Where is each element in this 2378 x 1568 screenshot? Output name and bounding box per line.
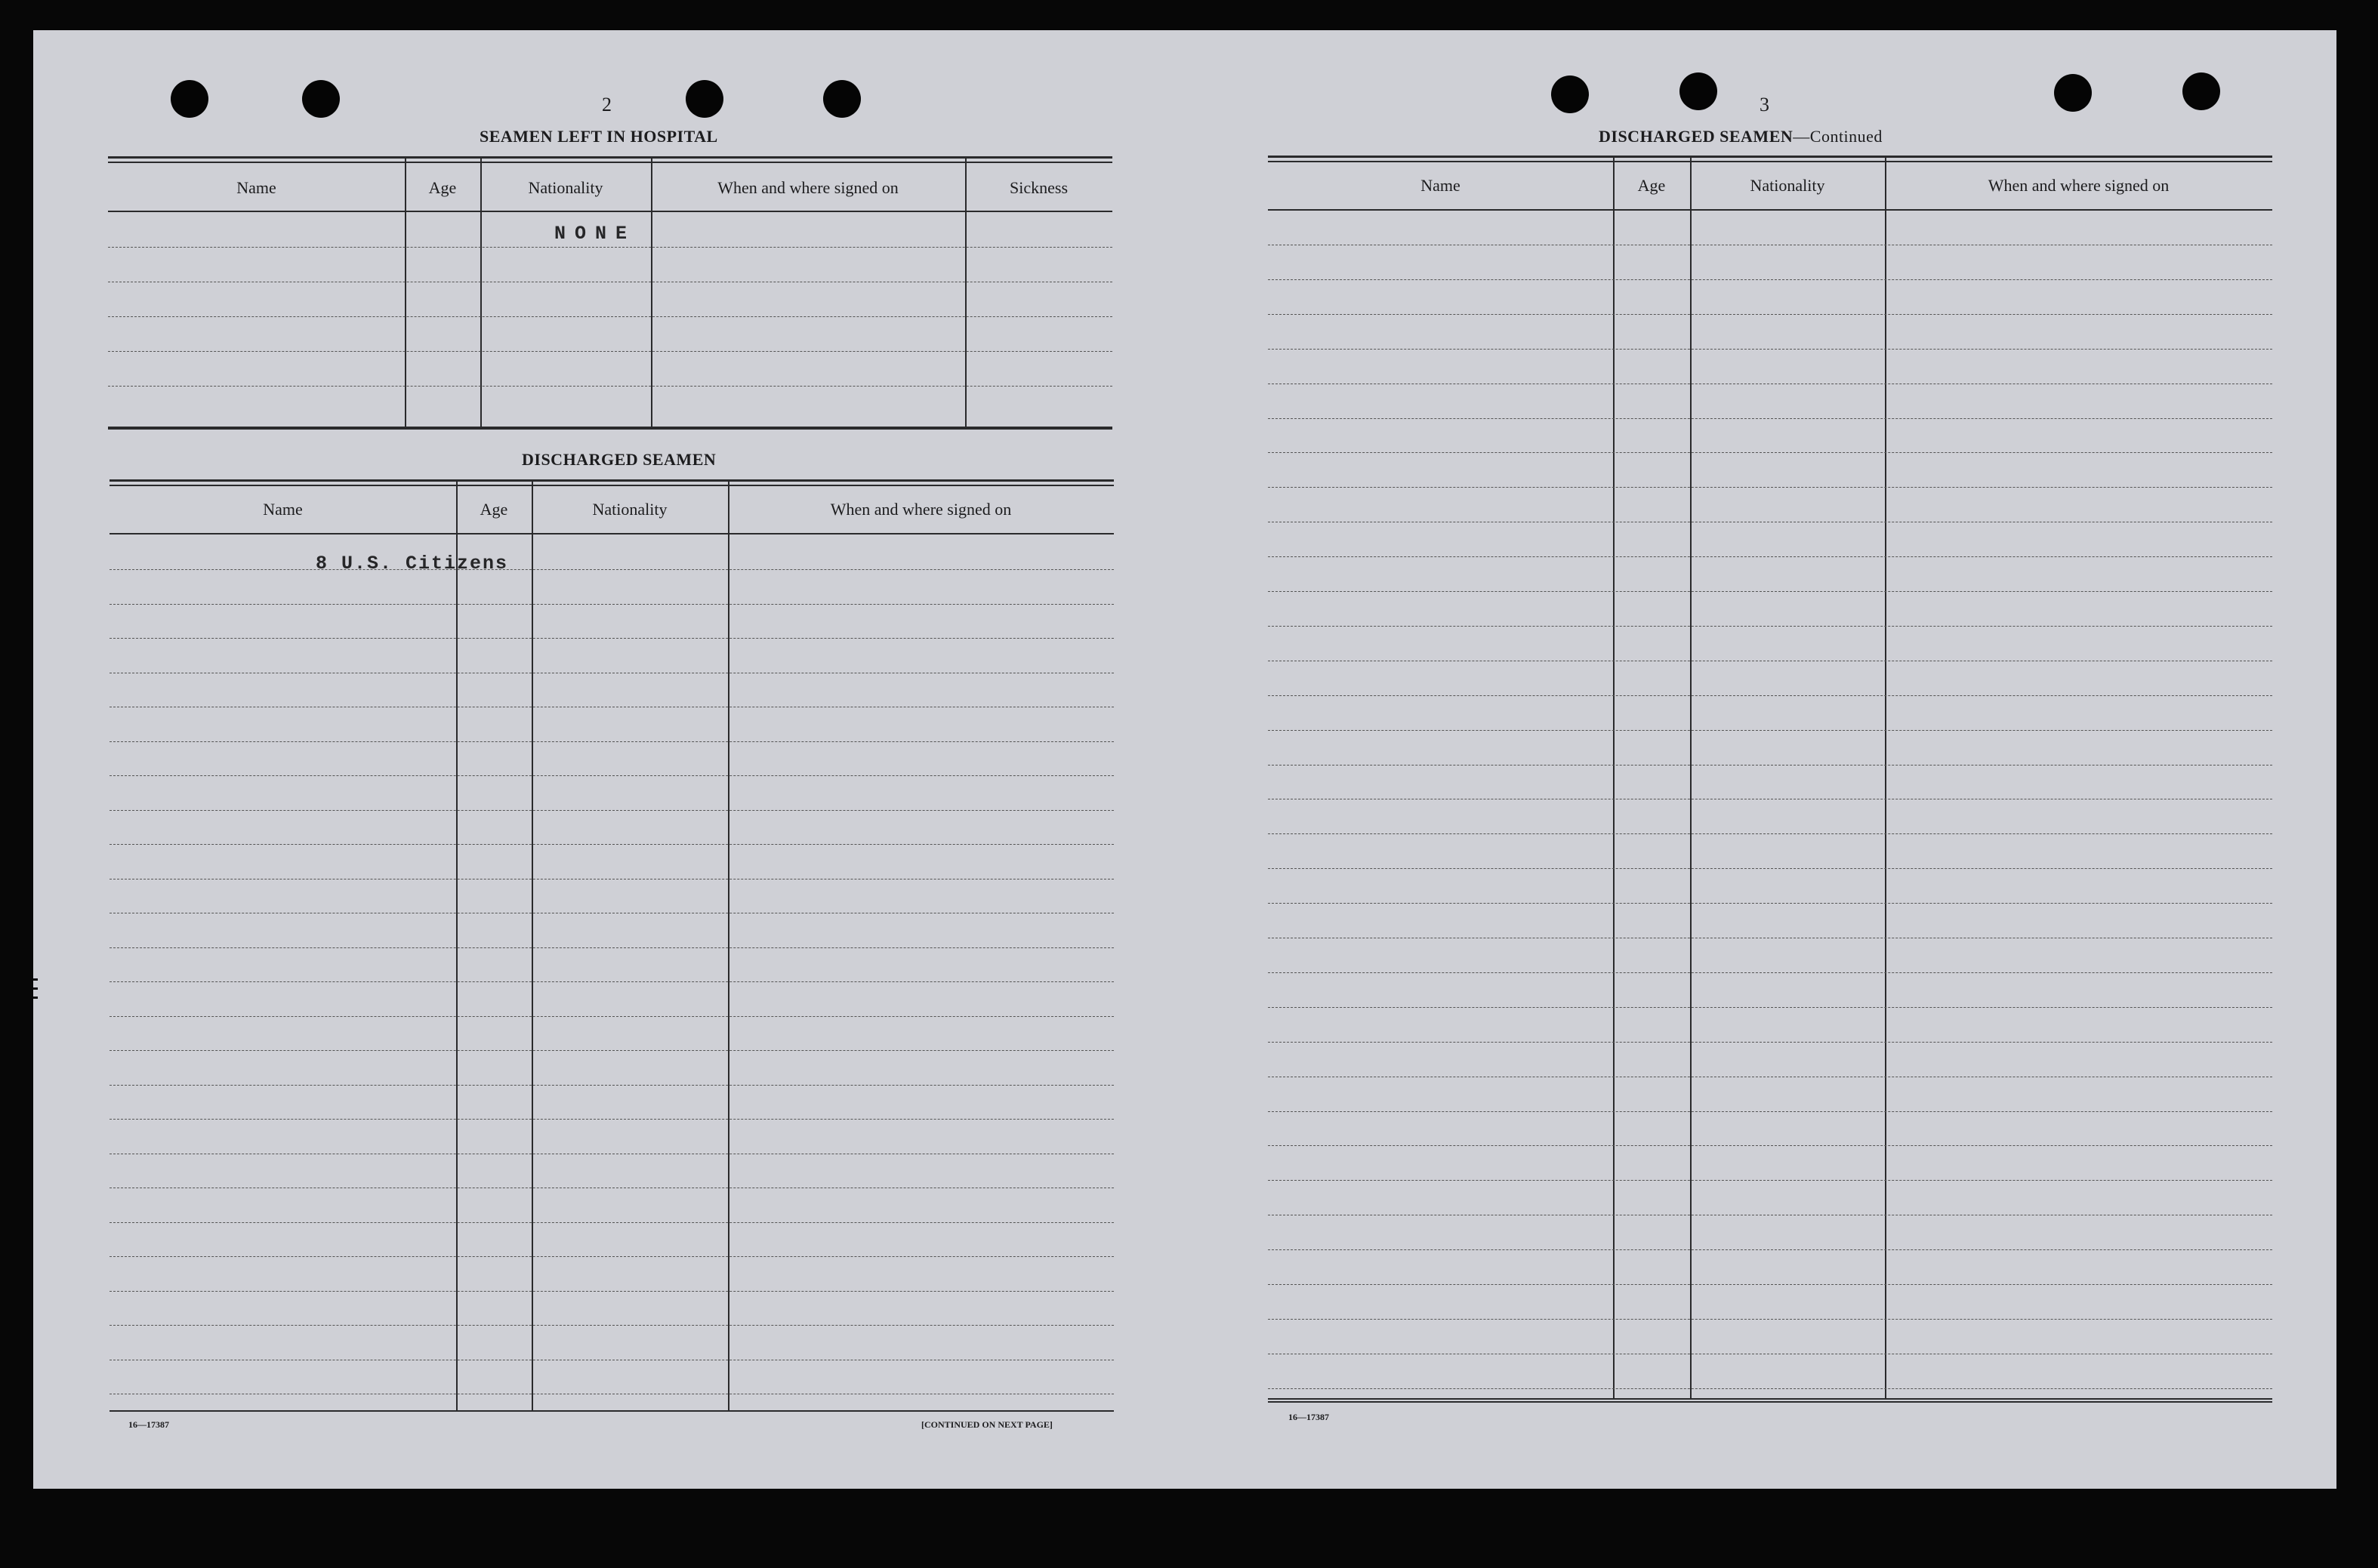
row-line	[1268, 1284, 2272, 1285]
header-rule	[109, 533, 1114, 534]
column-divider	[456, 482, 458, 1410]
hospital-top-rule	[108, 156, 1112, 163]
column-header: Name	[263, 500, 303, 519]
column-divider	[1690, 158, 1692, 1398]
row-line	[1268, 1111, 2272, 1112]
row-line	[109, 947, 1114, 948]
row-line	[1268, 730, 2272, 731]
discharged-entry: 8 U.S. Citizens	[316, 553, 509, 575]
page-number-right: 3	[1760, 94, 1769, 116]
column-header: Sickness	[1010, 178, 1068, 197]
row-line	[108, 386, 1112, 387]
punch-hole	[302, 80, 340, 118]
row-line	[1268, 1249, 2272, 1250]
row-line	[1268, 279, 2272, 280]
row-line	[109, 569, 1114, 570]
edge-mark	[33, 987, 38, 990]
row-line	[108, 247, 1112, 248]
row-line	[1268, 765, 2272, 766]
row-line	[1268, 418, 2272, 419]
column-header: Age	[480, 500, 508, 519]
column-header: Nationality	[592, 500, 668, 519]
column-header: Name	[1420, 176, 1460, 195]
row-line	[109, 1050, 1114, 1051]
form-number-right: 16—17387	[1288, 1412, 1329, 1422]
row-line	[1268, 903, 2272, 904]
discharged-continued-title	[1599, 127, 1883, 146]
row-line	[1268, 1319, 2272, 1320]
column-header: When and where signed on	[1988, 176, 2170, 195]
column-header: Age	[1637, 176, 1666, 195]
edge-mark	[33, 978, 38, 981]
row-line	[109, 1016, 1114, 1017]
row-line	[1268, 868, 2272, 869]
form-number-left: 16—17387	[128, 1419, 169, 1430]
edge-mark	[33, 997, 38, 999]
row-line	[109, 1325, 1114, 1326]
row-line	[1268, 556, 2272, 557]
column-header: Nationality	[1750, 176, 1825, 195]
right-top-rule	[1268, 156, 2272, 162]
header-rule	[1268, 209, 2272, 211]
row-line	[1268, 487, 2272, 488]
row-line	[1268, 695, 2272, 696]
row-line	[109, 604, 1114, 605]
column-divider	[728, 482, 729, 1410]
row-line	[109, 775, 1114, 776]
row-line	[108, 316, 1112, 317]
row-line	[109, 844, 1114, 845]
row-line	[1268, 972, 2272, 973]
table-bottom-rule	[1268, 1398, 2272, 1400]
punch-hole	[2054, 74, 2092, 112]
hospital-section-title: SEAMEN LEFT IN HOSPITAL	[480, 127, 718, 146]
row-line	[109, 981, 1114, 982]
row-line	[1268, 452, 2272, 453]
row-line	[109, 1119, 1114, 1120]
row-line	[1268, 1007, 2272, 1008]
discharged-top-rule	[109, 479, 1114, 486]
row-line	[1268, 1388, 2272, 1389]
discharged-continued-title-main: DISCHARGED SEAMEN	[1599, 127, 1794, 146]
row-line	[1268, 1180, 2272, 1181]
table-bottom-rule	[1268, 1401, 2272, 1403]
column-header: When and where signed on	[830, 500, 1012, 519]
header-rule	[108, 211, 1112, 212]
row-line	[109, 1085, 1114, 1086]
row-line	[1268, 1145, 2272, 1146]
column-divider	[532, 482, 533, 1410]
column-divider	[1613, 158, 1615, 1398]
register-sheet	[33, 30, 2336, 1489]
column-header: Nationality	[528, 178, 603, 197]
punch-hole	[1679, 72, 1717, 110]
column-divider	[1885, 158, 1886, 1398]
row-line	[109, 1291, 1114, 1292]
table-bottom-rule	[108, 428, 1112, 430]
row-line	[1268, 314, 2272, 315]
row-line	[1268, 833, 2272, 834]
row-line	[1268, 591, 2272, 592]
discharged-section-title: DISCHARGED SEAMEN	[522, 450, 717, 469]
hospital-entry-none: NONE	[554, 223, 637, 245]
column-header: When and where signed on	[717, 178, 899, 197]
punch-hole	[2182, 72, 2220, 110]
punch-hole	[823, 80, 861, 118]
discharged-continued-title-cont: —Continued	[1793, 127, 1883, 146]
row-line	[109, 741, 1114, 742]
row-line	[109, 1256, 1114, 1257]
table-bottom-rule	[109, 1410, 1114, 1412]
column-header: Name	[236, 178, 276, 197]
page-number-left: 2	[602, 94, 612, 116]
row-line	[1268, 626, 2272, 627]
row-line	[1268, 349, 2272, 350]
row-line	[1268, 1042, 2272, 1043]
punch-hole	[686, 80, 723, 118]
punch-hole	[171, 80, 208, 118]
row-line	[109, 638, 1114, 639]
punch-hole	[1551, 75, 1589, 113]
continued-note: [CONTINUED ON NEXT PAGE]	[921, 1419, 1053, 1430]
row-line	[109, 1222, 1114, 1223]
row-line	[108, 351, 1112, 352]
row-line	[109, 810, 1114, 811]
column-header: Age	[428, 178, 457, 197]
